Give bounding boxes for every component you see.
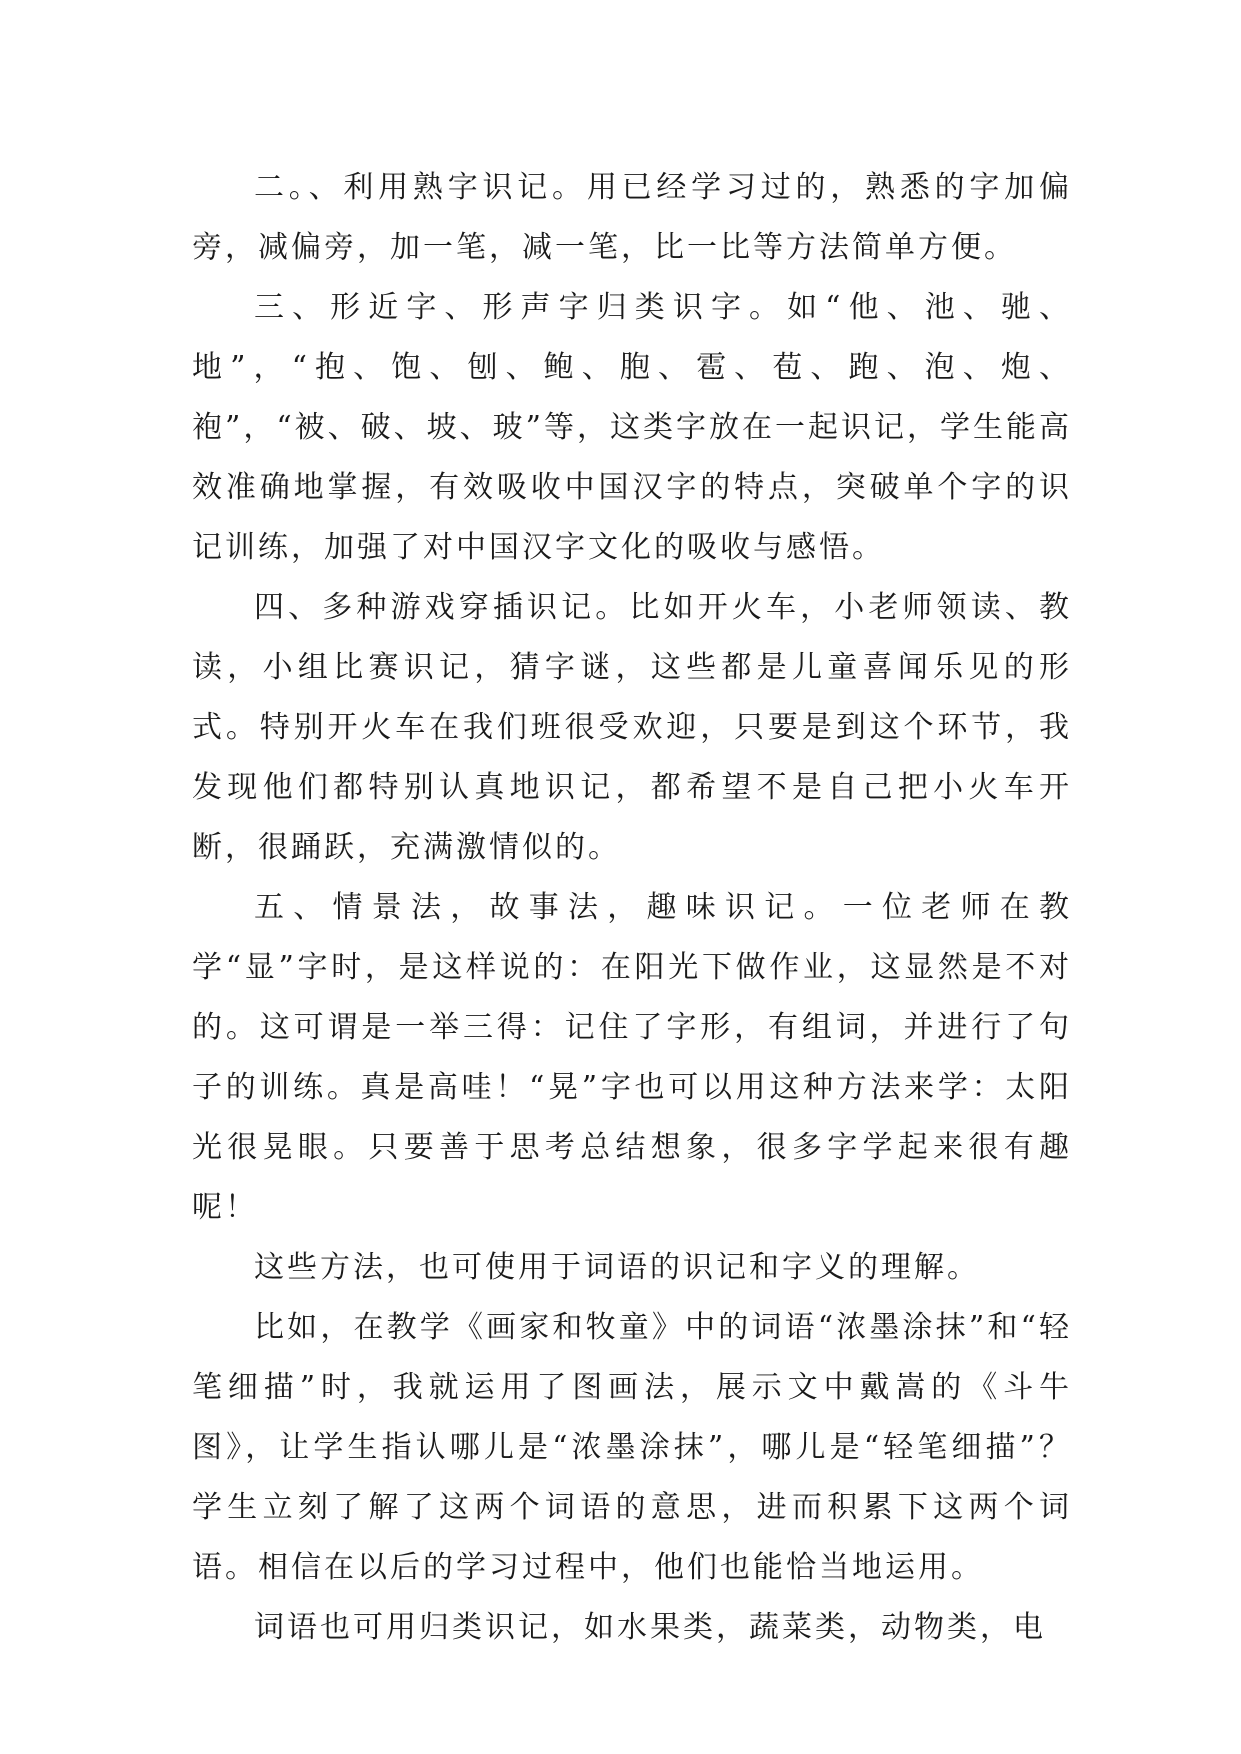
paragraph-xingjinzi-guilei: 三、形近字、形声字归类识字。如“他、池、驰、地”，“抱、饱、刨、鲍、胞、雹、苞、跑、泡、炮、袍”，“被、破、坡、玻”等，这类字放在一起识记，学生能高效准确地掌握，有效吸收中国汉字的特点，突破单个字的识记训练，加强了对中国汉字文化的吸收与感悟。	[192, 290, 1073, 565]
paragraph-huajia-mutong: 比如，在教学《画家和牧童》中的词语“浓墨涂抹”和“轻笔细描”时，我就运用了图画法，展示文中戴嵩的《斗牛图》，让学生指认哪儿是“浓墨涂抹”，哪儿是“轻笔细描”？学生立刻了解了这两个词语的意思，进而积累下这两个词语。相信在以后的学习过程中，他们也能恰当地运用。	[192, 1310, 1072, 1585]
document-body	[192, 158, 1072, 1658]
paragraph-qingjing-gushi: 五、情景法，故事法，趣味识记。一位老师在教学“显”字时，是这样说的：在阳光下做作业，这显然是不对的。这可谓是一举三得：记住了字形，有组词，并进行了句子的训练。真是高哇！“晃”字也可以用这种方法来学：太阳光很晃眼。只要善于思考总结想象，很多字学起来很有趣呢！	[192, 890, 1072, 1225]
paragraph-shuzi-shiji: 二。、利用熟字识记。用已经学习过的，熟悉的字加偏旁，减偏旁，加一笔，减一笔，比一比等方法简单方便。	[192, 170, 1072, 265]
paragraph-youxi-chuancha: 四、多种游戏穿插识记。比如开火车，小老师领读、教读，小组比赛识记，猜字谜，这些都是儿童喜闻乐见的形式。特别开火车在我们班很受欢迎，只要是到这个环节，我发现他们都特别认真地识记，都希望不是自己把小火车开断，很踊跃，充满激情似的。	[192, 590, 1072, 865]
paragraph-ciyu-shiji: 这些方法，也可使用于词语的识记和字义的理解。	[254, 1250, 980, 1285]
paragraph-ciyu-guilei: 词语也可用归类识记，如水果类，蔬菜类，动物类，电	[254, 1610, 1046, 1645]
